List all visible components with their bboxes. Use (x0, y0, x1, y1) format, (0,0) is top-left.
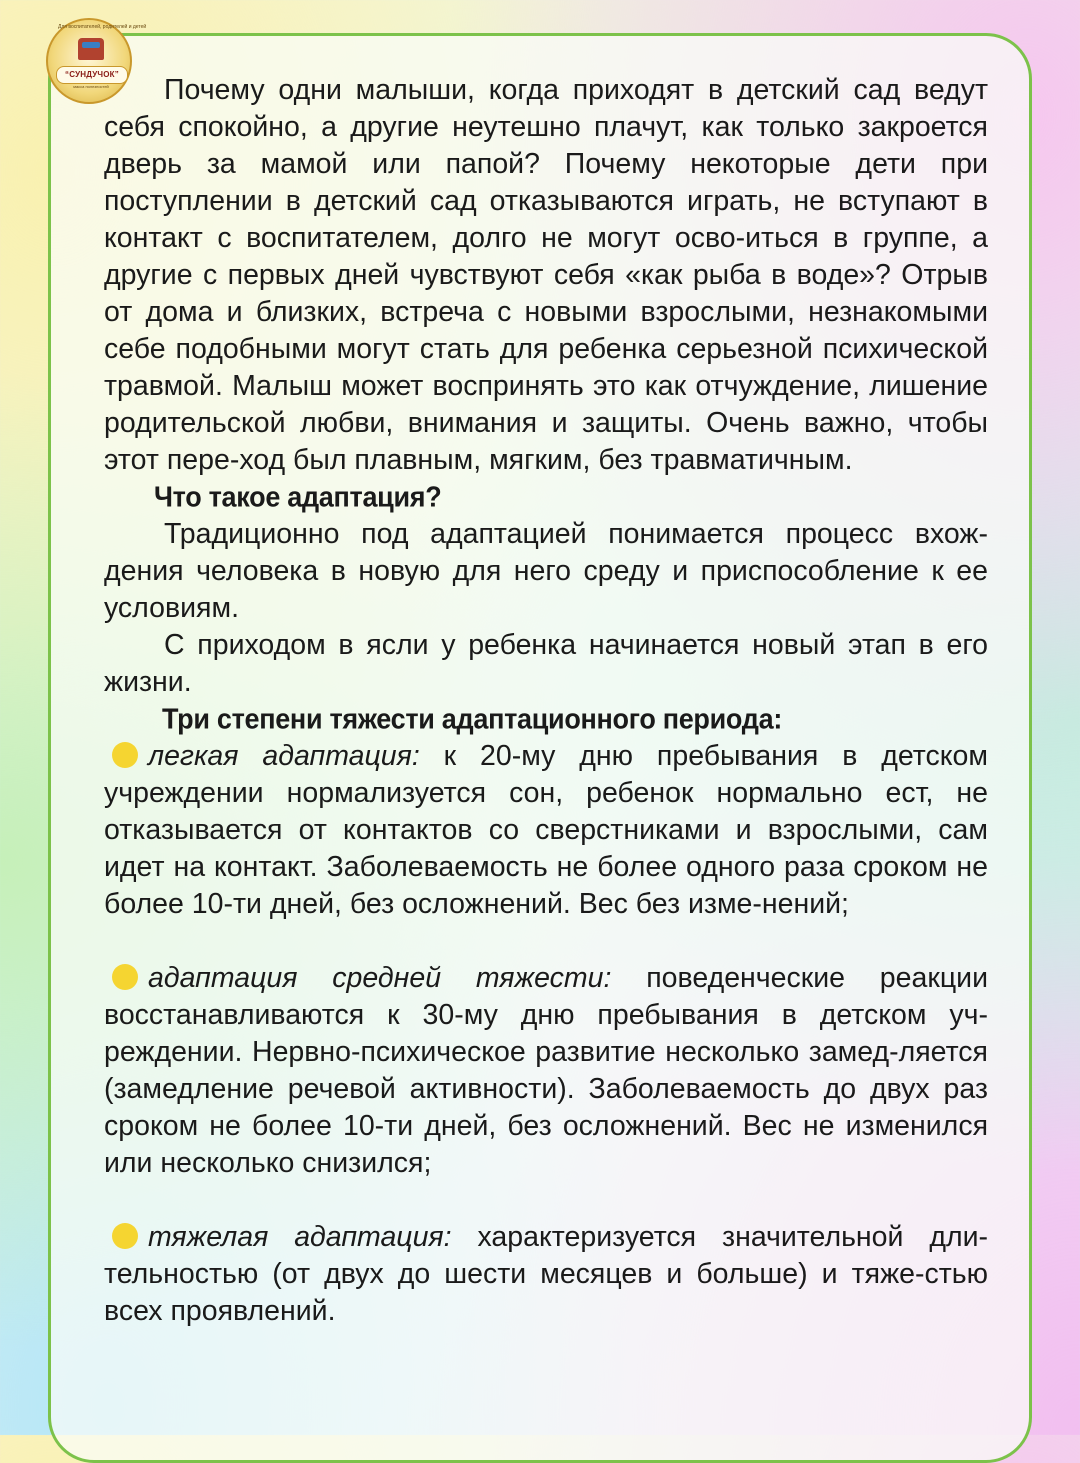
yellow-dot-icon (112, 742, 138, 768)
book-chest-icon (78, 38, 104, 60)
logo-subtext: масса полезностей (73, 84, 109, 89)
degree-item-severe (104, 1219, 988, 1330)
degree-text: характеризуется значительной дли-тельностью (от двух до шести месяцев и больше) и тяже-стью всех проявлений. (104, 1221, 989, 1327)
degree-item-light (104, 738, 988, 923)
logo-arc-text: Для воспитателей, родителей и детей (58, 24, 147, 30)
intro-paragraph: Почему одни малыши, когда приходят в детский сад ведут себя спокойно, а другие неутешно плачут, как только закроется дверь за мамой или папой? Почему некоторые дети при поступлении в детский сад отказываются играть, не вступают в контакт с воспитателем, долго не могут осво-иться в группе, а другие с первых дней чувствуют себя «как рыба в воде»? Отрыв от дома и близких, встреча с новыми взрослыми, незнакомыми себе подобными могут стать для ребенка серьезной психической травмой. Малыш может воспринять это как отчуждение, лишение родительской любви, внимания и защиты. Очень важно, чтобы этот пере-ход был плавным, мягким, без травматичным. (104, 74, 988, 476)
yellow-dot-icon (112, 1223, 138, 1249)
degree-term: тяжелая адаптация: (148, 1221, 452, 1253)
heading-three-degrees: Три степени тяжести адаптационного периода: (162, 703, 783, 735)
logo-name: “СУНДУЧОК” (56, 66, 128, 84)
degree-term: легкая адаптация: (148, 740, 420, 772)
degree-text: к 20-му дню пребывания в детском учреждении нормализуется сон, ребенок нормально ест, не отказывается от контактов со сверстниками и взрослыми, сам идет на контакт. Заболеваемость не более одного раза сроком не более 10-ти дней, без осложнений. Вес без изме-нений; (104, 740, 988, 920)
nursery-paragraph: С приходом в ясли у ребенка начинается новый этап в его жизни. (104, 629, 988, 698)
yellow-dot-icon (112, 964, 138, 990)
degree-item-medium (104, 960, 988, 1182)
degree-text: поведенческие реакции восстанавливаются к 30-му дню пребывания в детском уч-реждении. Нервно-психическое развитие несколько замед-ляется (замедление речевой активности). Заболеваемость до двух раз сроком не более 10-ти дней, без осложнений. Вес не изменился или несколько снизился; (104, 962, 988, 1179)
degree-term: адаптация средней тяжести: (148, 962, 612, 994)
article-body (104, 72, 988, 1330)
definition-paragraph: Традиционно под адаптацией понимается процесс вхож-дения человека в новую для него среду и приспособление к ее условиям. (104, 518, 988, 624)
heading-what-is-adaptation: Что такое адаптация? (154, 481, 442, 513)
